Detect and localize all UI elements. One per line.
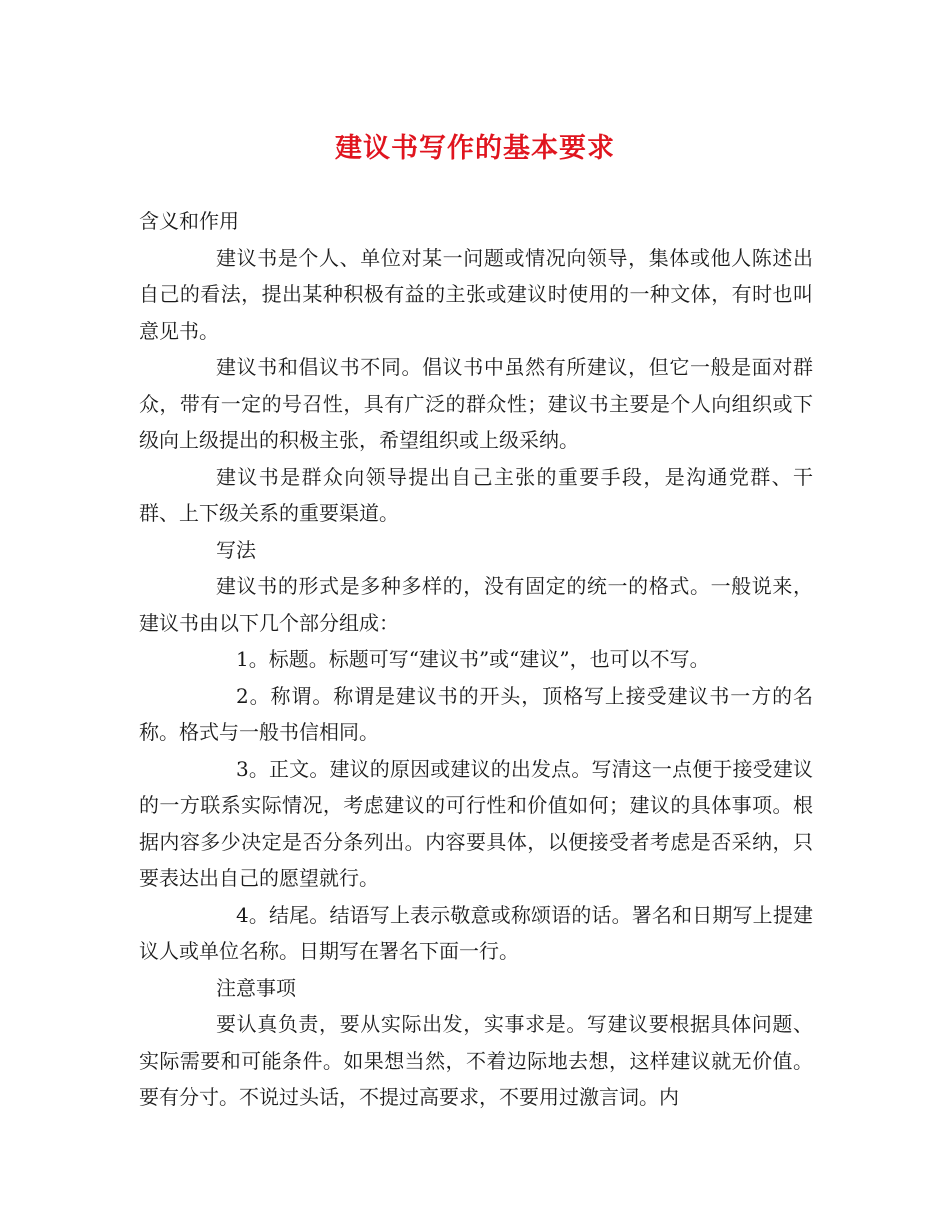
document-title: 建议书写作的基本要求 (335, 133, 615, 164)
section-heading-method: 写法 (216, 537, 256, 562)
list-item-ending: 4。结尾。结语写上表示敬意或称颂语的话。署名和日期写上提建议人或单位名称。日期写在署名下面一行。 (139, 902, 813, 963)
paragraph-definition: 建议书是个人、单位对某一问题或情况向领导，集体或他人陈述出自己的看法，提出某种积极有益的主张或建议时使用的一种文体，有时也叫意见书。 (139, 245, 813, 343)
paragraph-format: 建议书的形式是多种多样的，没有固定的统一的格式。一般说来，建议书由以下几个部分组成： (139, 574, 813, 635)
list-item-salutation: 2。称谓。称谓是建议书的开头，顶格写上接受建议书一方的名称。格式与一般书信相同。 (139, 683, 813, 744)
paragraph-importance: 建议书是群众向领导提出自己主张的重要手段，是沟通党群、干群、上下级关系的重要渠道。 (139, 464, 813, 525)
paragraph-difference: 建议书和倡议书不同。倡议书中虽然有所建议，但它一般是面对群众，带有一定的号召性，具有广泛的群众性；建议书主要是个人向组织或下级向上级提出的积极主张，希望组织或上级采纳。 (139, 355, 813, 452)
document-body (139, 203, 813, 1116)
section-heading-meaning: 含义和作用 (139, 209, 239, 233)
section-heading-notes: 注意事项 (216, 975, 296, 1000)
list-item-title: 1。标题。标题可写“建议书”或“建议”，也可以不写。 (236, 647, 710, 671)
paragraph-notes: 要认真负责，要从实际出发，实事求是。写建议要根据具体问题、实际需要和可能条件。如果想当然，不着边际地去想，这样建议就无价值。要有分寸。不说过头话，不提过高要求，不要用过激言词。内 (139, 1012, 813, 1109)
list-item-body: 3。正文。建议的原因或建议的出发点。写清这一点便于接受建议的一方联系实际情况，考虑建议的可行性和价值如何；建议的具体事项。根据内容多少决定是否分条列出。内容要具体，以便接受者考虑是否采纳，只要表达出自己的愿望就行。 (139, 756, 813, 890)
